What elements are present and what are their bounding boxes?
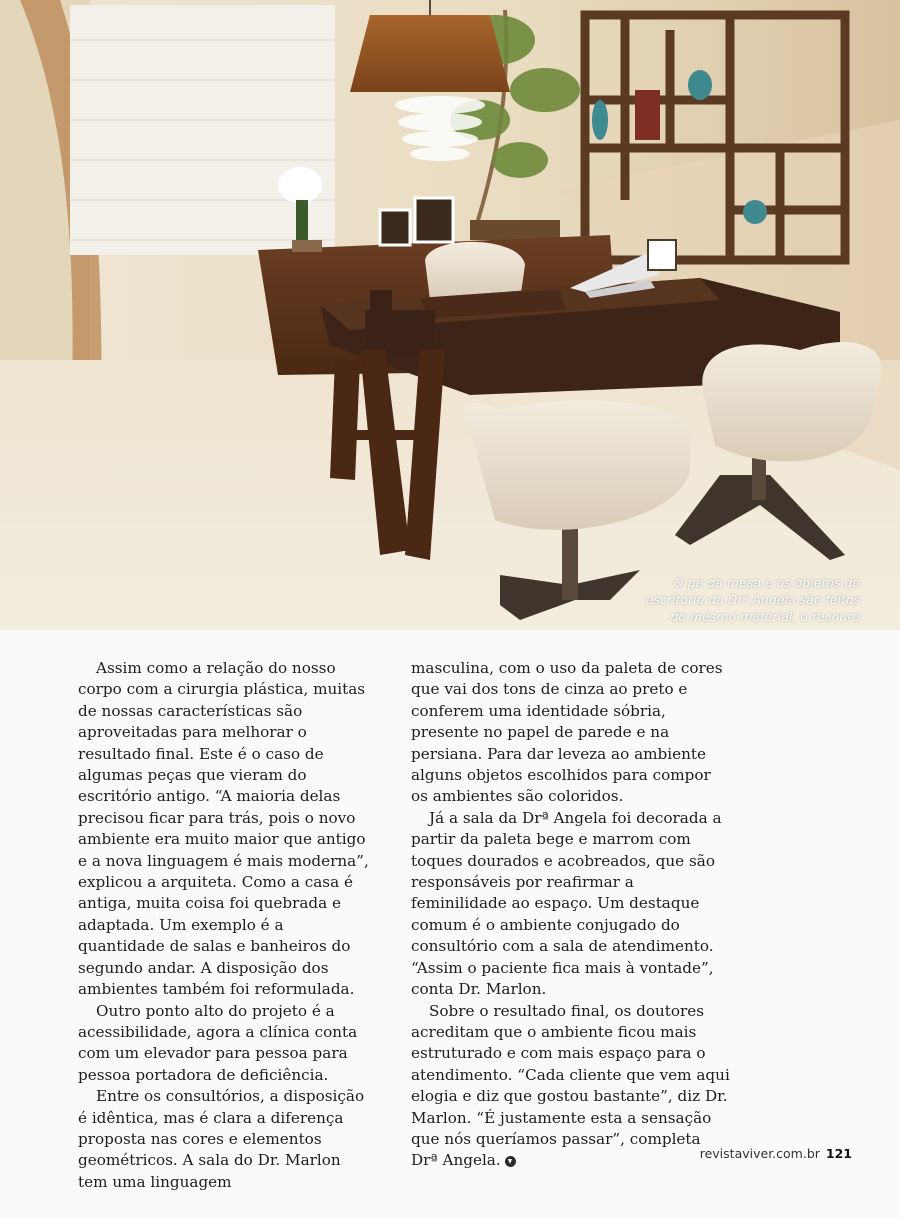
- photo-caption: [600, 574, 860, 625]
- paragraph: Assim como a relação do nosso corpo com a cirurgia plástica, muitas de nossas características são aproveitadas para melhorar o resultado final. Este é o caso de algumas peças que vieram do escritório antigo. “A maioria delas precisou ficar para trás, pois o novo ambiente era muito maior que antigo e a nova linguagem é mais moderna”, explicou a arquiteta. Como a casa é antiga, muita coisa foi quebrada e adaptada. Um exemplo é a quantidade de salas e banheiros do segundo andar. A disposição dos ambientes também foi reformulada.: [78, 659, 369, 999]
- end-of-article-icon: [505, 1156, 516, 1167]
- paragraph-text: Sobre o resultado final, os doutores acreditam que o ambiente ficou mais estruturado e com mais espaço para o atendimento. “Cada cliente que vem aqui elogia e diz que gostou bastante”, diz Dr. Marlon. “É justamente esta a sensação que nós queríamos passar”, completa Drª Angela.: [411, 1001, 730, 1170]
- paragraph: Entre os consultórios, a disposição é idêntica, mas é clara a diferença proposta nas cores e elementos geométricos. A sala do Dr. Marlon tem uma linguagem: [78, 1087, 365, 1191]
- caption-line: O pé da mesa e os objetos do: [673, 575, 860, 590]
- caption-line: escritório da Drª Angela são feitos: [645, 592, 860, 607]
- article-column-right: [411, 658, 731, 1172]
- caption-line: do mesmo material, o recouro: [670, 609, 860, 624]
- page-footer: [700, 1146, 852, 1161]
- article-column-left: [78, 658, 374, 1193]
- paragraph: masculina, com o uso da paleta de cores que vai dos tons de cinza ao preto e conferem uma identidade sóbria, presente no papel de parede e na persiana. Para dar leveza ao ambiente alguns objetos escolhidos para compor os ambientes são coloridos.: [411, 659, 723, 806]
- paragraph: Outro ponto alto do projeto é a acessibilidade, agora a clínica conta com um elevador para pessoa para pessoa portadora de deficiência.: [78, 1001, 358, 1084]
- page-number: 121: [825, 1146, 852, 1161]
- paragraph-final: [411, 1001, 731, 1172]
- paragraph: Já a sala da Drª Angela foi decorada a partir da paleta bege e marrom com toques dourados e acobreados, que são responsáveis por reafirmar a feminilidade ao espaço. Um destaque comum é o ambiente conjugado do consultório com a sala de atendimento. “Assim o paciente fica mais à vontade”, conta Dr. Marlon.: [411, 808, 722, 999]
- footer-site: revistaviver.com.br: [699, 1146, 820, 1161]
